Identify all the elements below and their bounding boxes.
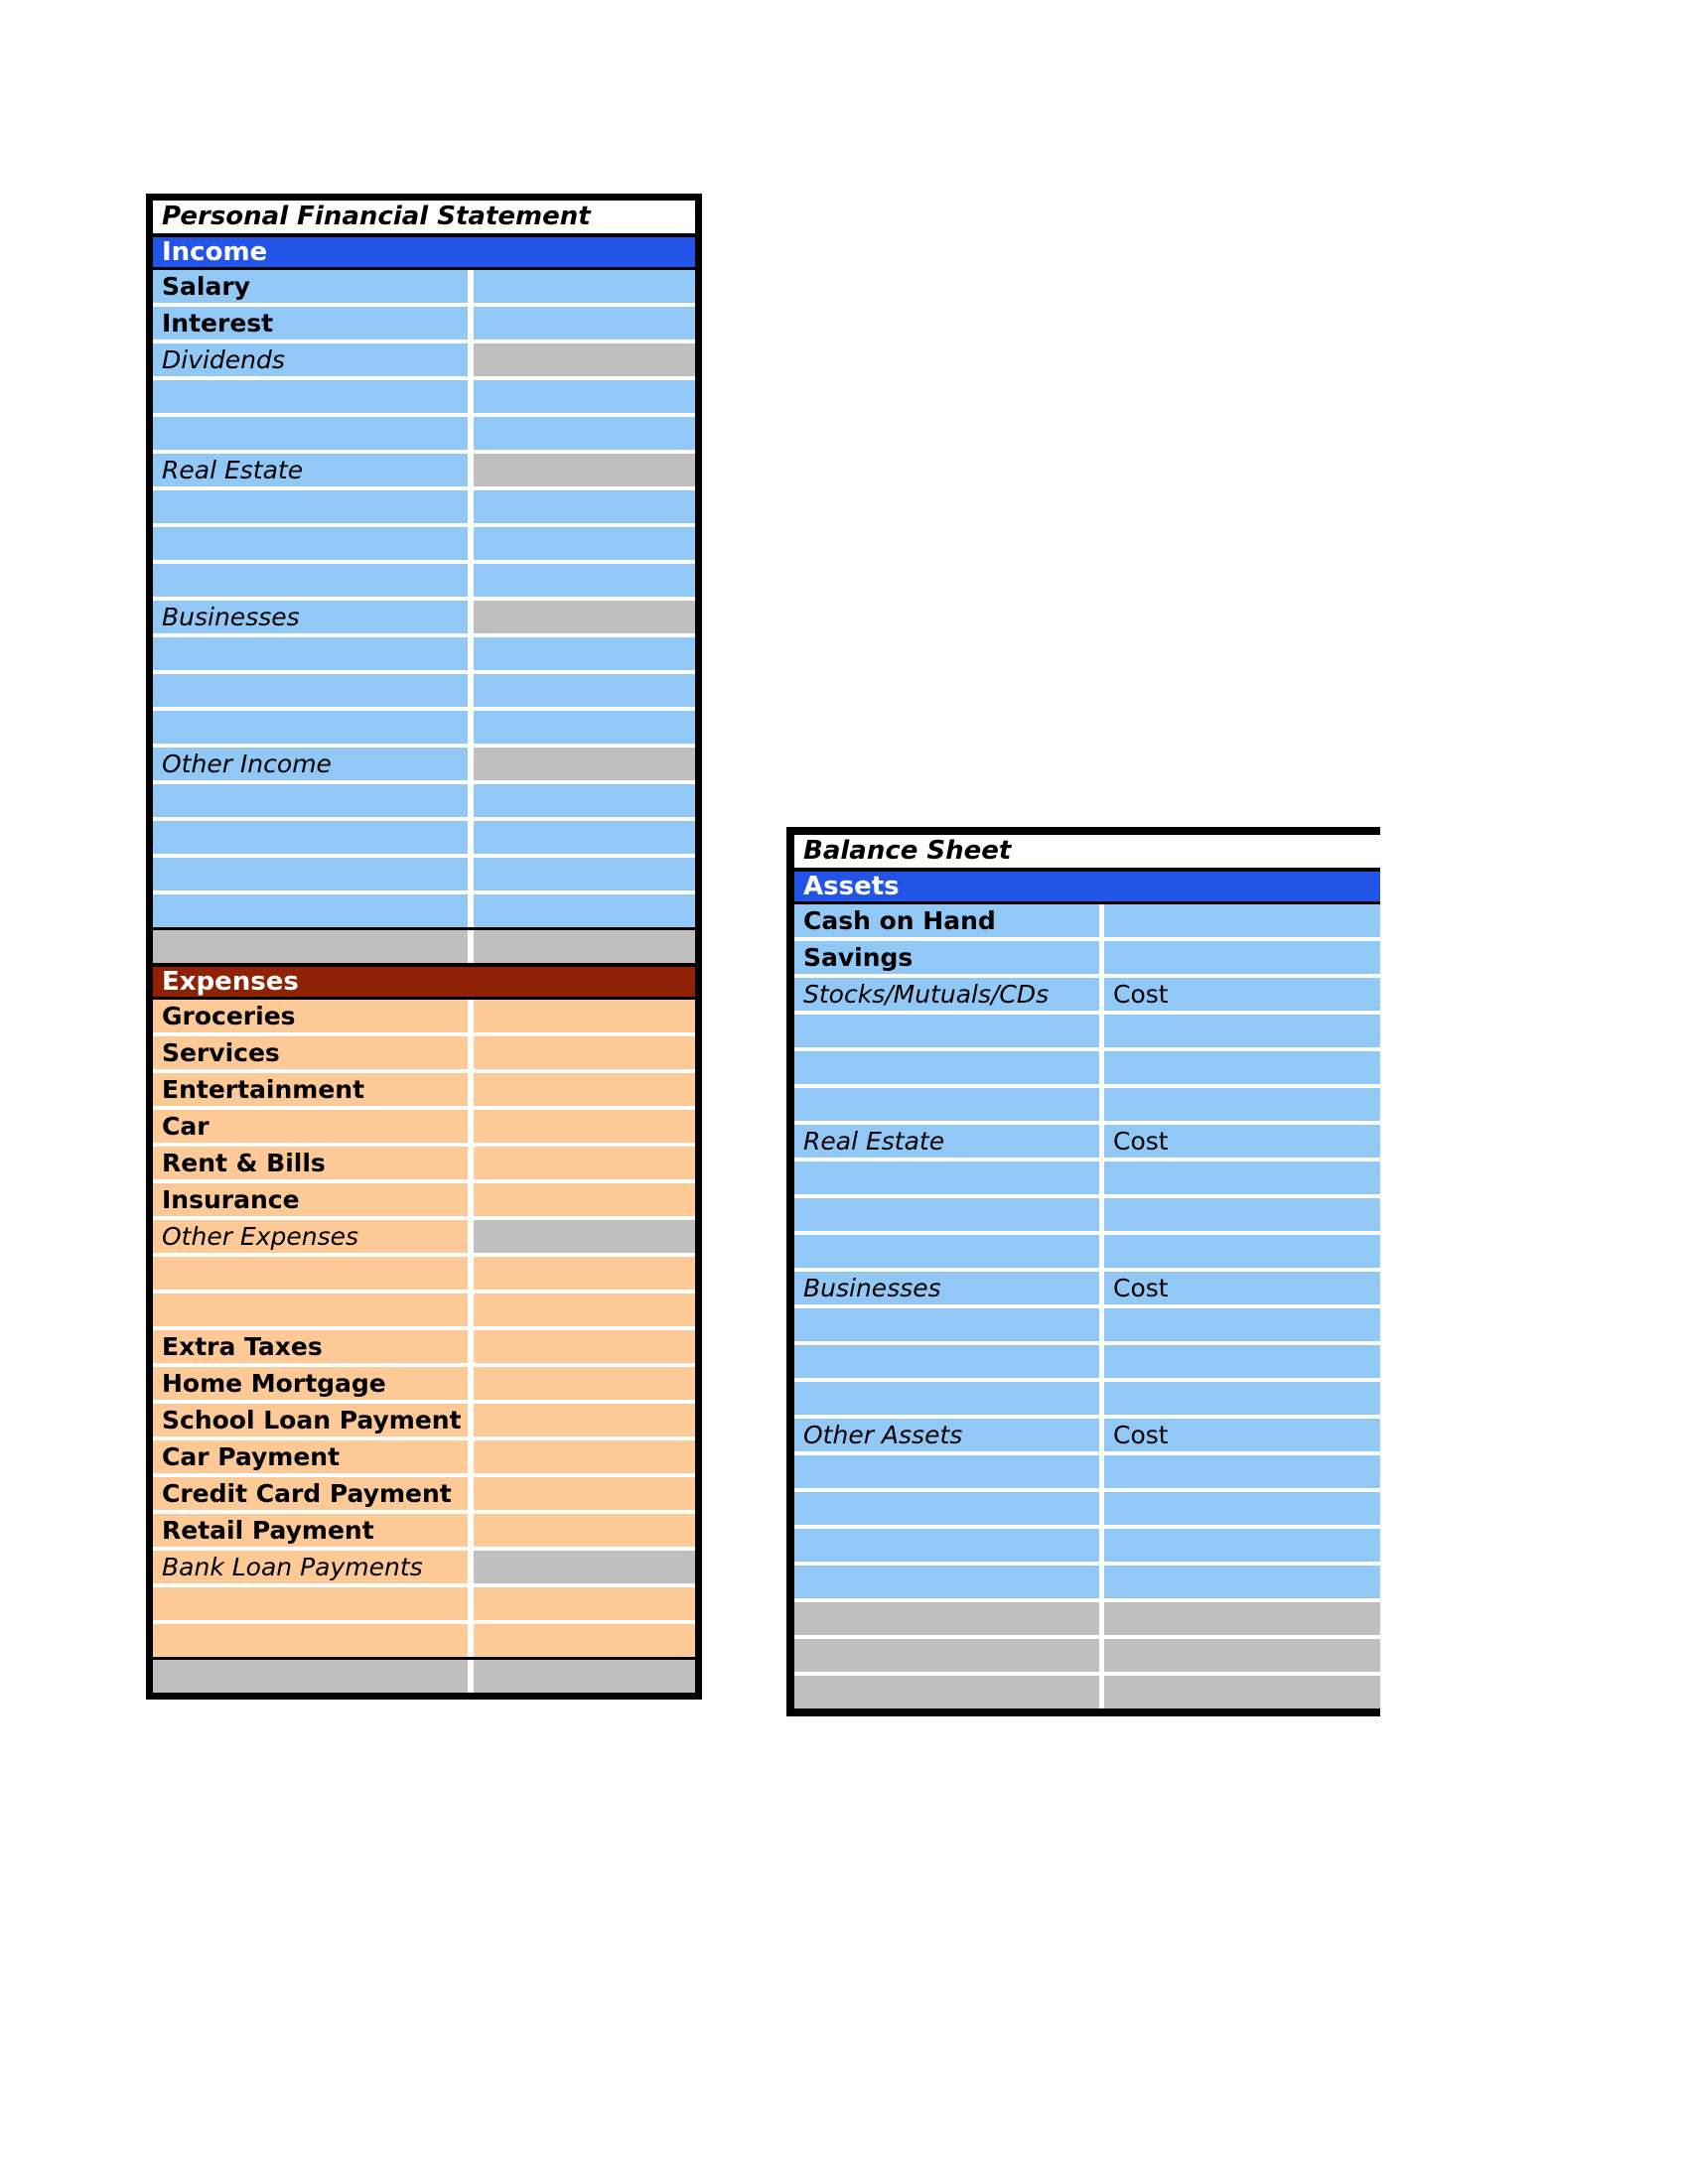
cell-value-empty[interactable]	[1104, 1235, 1380, 1268]
cell-value-empty[interactable]	[1104, 1161, 1380, 1194]
cell-value-savings[interactable]	[1104, 941, 1380, 974]
row-retail-payment	[153, 1514, 695, 1547]
row-rent-bills	[153, 1147, 695, 1179]
cell-value-businesses[interactable]: Cost	[1104, 1272, 1380, 1304]
empty-row	[794, 1051, 1380, 1084]
title-row	[794, 835, 1380, 868]
cell-value-empty[interactable]	[474, 674, 695, 707]
empty-row	[794, 1455, 1380, 1488]
cell-value-empty[interactable]	[474, 637, 695, 670]
empty-row	[153, 637, 695, 670]
row-cash-on-hand	[794, 904, 1380, 937]
empty-row	[153, 821, 695, 854]
row-businesses	[794, 1272, 1380, 1304]
cell-label-stocks-mutuals-cds[interactable]: Stocks/Mutuals/CDs	[794, 978, 1099, 1011]
cell-label-empty[interactable]	[794, 1088, 1099, 1121]
cell-value-other-income[interactable]	[474, 748, 695, 780]
cell-label-empty[interactable]	[153, 821, 468, 854]
row-salary	[153, 270, 695, 303]
cell-value-empty[interactable]	[474, 1587, 695, 1620]
cell-label-empty[interactable]	[153, 784, 468, 817]
cell-value-entertainment[interactable]	[474, 1073, 695, 1106]
cell-label-empty[interactable]	[153, 1257, 468, 1290]
cell-label-other-assets[interactable]: Other Assets	[794, 1419, 1099, 1451]
cell-label-empty[interactable]	[153, 858, 468, 890]
empty-row	[794, 1529, 1380, 1562]
cell-value-services[interactable]	[474, 1036, 695, 1069]
section-header-expenses: Expenses	[162, 967, 299, 997]
empty-row	[153, 1624, 695, 1657]
cell-value-empty[interactable]	[1104, 1566, 1380, 1598]
section-row-income	[153, 233, 695, 270]
row-entertainment	[153, 1073, 695, 1106]
empty-row	[153, 527, 695, 560]
empty-row	[153, 1294, 695, 1326]
cell-label-empty[interactable]	[794, 1382, 1099, 1415]
cell-label-bank-loan-payments[interactable]: Bank Loan Payments	[153, 1551, 468, 1583]
cell-label-car[interactable]: Car	[153, 1110, 468, 1143]
row-groceries	[153, 1000, 695, 1032]
cell-label-home-mortgage[interactable]: Home Mortgage	[153, 1367, 468, 1400]
total-row	[794, 1639, 1380, 1672]
row-interest	[153, 307, 695, 340]
cell-label-real-estate[interactable]: Real Estate	[794, 1125, 1099, 1158]
cell-label-entertainment[interactable]: Entertainment	[153, 1073, 468, 1106]
cell-label-empty[interactable]	[153, 380, 468, 413]
cell-label-empty[interactable]	[794, 1308, 1099, 1341]
empty-row	[153, 380, 695, 413]
cell-value-empty[interactable]	[474, 711, 695, 744]
cell-label-empty[interactable]	[153, 637, 468, 670]
cell-value-real-estate[interactable]	[474, 454, 695, 486]
cell-label-real-estate[interactable]: Real Estate	[153, 454, 468, 486]
cell-label-empty[interactable]	[153, 1294, 468, 1326]
cell-value-retail-payment[interactable]	[474, 1514, 695, 1547]
row-school-loan-payment	[153, 1404, 695, 1436]
cell-label-school-loan-payment[interactable]: School Loan Payment	[153, 1404, 468, 1436]
cell-value-extra-taxes[interactable]	[474, 1330, 695, 1363]
personal-financial-statement-table	[146, 194, 702, 1700]
section-row-assets	[794, 868, 1380, 904]
cell-value-car[interactable]	[474, 1110, 695, 1143]
cell-value-empty[interactable]	[474, 894, 695, 927]
cell-label-credit-card-payment[interactable]: Credit Card Payment	[153, 1477, 468, 1510]
cell-label-businesses[interactable]: Businesses	[153, 601, 468, 633]
cell-value-empty[interactable]	[474, 1294, 695, 1326]
cell-label-empty[interactable]	[794, 1015, 1099, 1047]
section-header-assets: Assets	[803, 872, 900, 901]
empty-row	[794, 1198, 1380, 1231]
cell-value-cash-on-hand[interactable]	[1104, 904, 1380, 937]
cell-label-empty[interactable]	[794, 1198, 1099, 1231]
cell-value-real-estate[interactable]: Cost	[1104, 1125, 1380, 1158]
cell-value-car-payment[interactable]	[474, 1440, 695, 1473]
cell-label-empty[interactable]	[794, 1455, 1099, 1488]
cell-label-empty[interactable]	[153, 417, 468, 450]
cell-value-empty[interactable]	[1104, 1676, 1380, 1708]
cell-value-empty[interactable]	[1104, 1198, 1380, 1231]
cell-label-cash-on-hand[interactable]: Cash on Hand	[794, 904, 1099, 937]
row-car	[153, 1110, 695, 1143]
empty-row	[153, 490, 695, 523]
row-bank-loan-payments	[153, 1551, 695, 1583]
row-real-estate	[794, 1125, 1380, 1158]
row-insurance	[153, 1183, 695, 1216]
cell-value-empty[interactable]	[474, 784, 695, 817]
cell-value-groceries[interactable]	[474, 1000, 695, 1032]
cell-label-empty[interactable]	[794, 1235, 1099, 1268]
cell-value-rent-bills[interactable]	[474, 1147, 695, 1179]
cell-value-insurance[interactable]	[474, 1183, 695, 1216]
cell-label-empty[interactable]	[794, 1566, 1099, 1598]
cell-value-empty[interactable]	[1104, 1345, 1380, 1378]
empty-row	[794, 1088, 1380, 1121]
empty-row	[153, 784, 695, 817]
cell-label-other-income[interactable]: Other Income	[153, 748, 468, 780]
cell-label-extra-taxes[interactable]: Extra Taxes	[153, 1330, 468, 1363]
cell-value-empty[interactable]	[1104, 1639, 1380, 1672]
cell-value-empty[interactable]	[1104, 1308, 1380, 1341]
cell-value-empty[interactable]	[474, 1660, 695, 1693]
row-home-mortgage	[153, 1367, 695, 1400]
cell-label-empty[interactable]	[153, 930, 468, 963]
row-real-estate	[153, 454, 695, 486]
cell-value-stocks-mutuals-cds[interactable]: Cost	[1104, 978, 1380, 1011]
cell-value-dividends[interactable]	[474, 343, 695, 376]
cell-value-empty[interactable]	[474, 930, 695, 963]
cell-value-empty[interactable]	[1104, 1088, 1380, 1121]
cell-value-salary[interactable]	[474, 270, 695, 303]
section-row-expenses	[153, 963, 695, 1000]
cell-value-empty[interactable]	[1104, 1529, 1380, 1562]
cell-label-other-expenses[interactable]: Other Expenses	[153, 1220, 468, 1253]
empty-row	[153, 711, 695, 744]
total-row	[153, 927, 695, 963]
cell-value-credit-card-payment[interactable]	[474, 1477, 695, 1510]
cell-label-rent-bills[interactable]: Rent & Bills	[153, 1147, 468, 1179]
empty-row	[153, 674, 695, 707]
row-extra-taxes	[153, 1330, 695, 1363]
cell-value-empty[interactable]	[1104, 1382, 1380, 1415]
empty-row	[794, 1492, 1380, 1525]
cell-label-services[interactable]: Services	[153, 1036, 468, 1069]
row-stocks-mutuals-cds	[794, 978, 1380, 1011]
row-services	[153, 1036, 695, 1069]
cell-label-empty[interactable]	[794, 1529, 1099, 1562]
empty-row	[794, 1308, 1380, 1341]
total-row	[794, 1602, 1380, 1635]
empty-row	[153, 564, 695, 597]
empty-row	[153, 894, 695, 927]
row-car-payment	[153, 1440, 695, 1473]
section-header-income: Income	[162, 237, 268, 267]
empty-row	[794, 1345, 1380, 1378]
cell-value-home-mortgage[interactable]	[474, 1367, 695, 1400]
cell-label-empty[interactable]	[153, 711, 468, 744]
cell-label-empty[interactable]	[153, 1660, 468, 1693]
cell-label-empty[interactable]	[153, 490, 468, 523]
table-title: Personal Financial Statement	[153, 201, 695, 233]
row-other-expenses	[153, 1220, 695, 1253]
empty-row	[794, 1161, 1380, 1194]
empty-row	[153, 417, 695, 450]
title-row	[153, 201, 695, 233]
cell-value-empty[interactable]	[474, 821, 695, 854]
row-other-income	[153, 748, 695, 780]
cell-label-interest[interactable]: Interest	[153, 307, 468, 340]
cell-value-empty[interactable]	[474, 564, 695, 597]
cell-value-interest[interactable]	[474, 307, 695, 340]
cell-label-empty[interactable]	[153, 674, 468, 707]
cell-label-car-payment[interactable]: Car Payment	[153, 1440, 468, 1473]
cell-label-empty[interactable]	[794, 1602, 1099, 1635]
cell-value-empty[interactable]	[1104, 1455, 1380, 1488]
cell-label-retail-payment[interactable]: Retail Payment	[153, 1514, 468, 1547]
cell-label-savings[interactable]: Savings	[794, 941, 1099, 974]
cell-value-empty[interactable]	[474, 490, 695, 523]
cell-value-empty[interactable]	[1104, 1015, 1380, 1047]
empty-row	[794, 1382, 1380, 1415]
cell-value-other-assets[interactable]: Cost	[1104, 1419, 1380, 1451]
cell-label-empty[interactable]	[794, 1345, 1099, 1378]
cell-value-empty[interactable]	[474, 1257, 695, 1290]
empty-row	[794, 1015, 1380, 1047]
total-row	[153, 1657, 695, 1693]
cell-label-empty[interactable]	[153, 1587, 468, 1620]
cell-label-empty[interactable]	[794, 1639, 1099, 1672]
cell-value-bank-loan-payments[interactable]	[474, 1551, 695, 1583]
cell-value-empty[interactable]	[474, 380, 695, 413]
row-dividends	[153, 343, 695, 376]
cell-value-empty[interactable]	[474, 527, 695, 560]
cell-label-empty[interactable]	[794, 1492, 1099, 1525]
cell-value-other-expenses[interactable]	[474, 1220, 695, 1253]
cell-label-businesses[interactable]: Businesses	[794, 1272, 1099, 1304]
cell-value-empty[interactable]	[474, 858, 695, 890]
cell-label-empty[interactable]	[153, 1624, 468, 1657]
cell-label-groceries[interactable]: Groceries	[153, 1000, 468, 1032]
empty-row	[794, 1235, 1380, 1268]
table-title: Balance Sheet	[794, 835, 1380, 868]
cell-label-insurance[interactable]: Insurance	[153, 1183, 468, 1216]
cell-value-empty[interactable]	[1104, 1492, 1380, 1525]
cell-label-dividends[interactable]: Dividends	[153, 343, 468, 376]
cell-value-empty[interactable]	[474, 417, 695, 450]
cell-value-empty[interactable]	[474, 1624, 695, 1657]
cell-label-empty[interactable]	[794, 1676, 1099, 1708]
empty-row	[794, 1566, 1380, 1598]
cell-value-school-loan-payment[interactable]	[474, 1404, 695, 1436]
total-row	[794, 1676, 1380, 1708]
cell-label-empty[interactable]	[153, 527, 468, 560]
cell-label-salary[interactable]: Salary	[153, 270, 468, 303]
empty-row	[153, 1257, 695, 1290]
balance-sheet-table	[786, 827, 1380, 1716]
cell-value-businesses[interactable]	[474, 601, 695, 633]
row-credit-card-payment	[153, 1477, 695, 1510]
empty-row	[153, 858, 695, 890]
row-savings	[794, 941, 1380, 974]
cell-value-empty[interactable]	[1104, 1602, 1380, 1635]
cell-label-empty[interactable]	[794, 1051, 1099, 1084]
row-businesses	[153, 601, 695, 633]
empty-row	[153, 1587, 695, 1620]
cell-label-empty[interactable]	[153, 564, 468, 597]
cell-label-empty[interactable]	[153, 894, 468, 927]
row-other-assets	[794, 1419, 1380, 1451]
cell-label-empty[interactable]	[794, 1161, 1099, 1194]
cell-value-empty[interactable]	[1104, 1051, 1380, 1084]
